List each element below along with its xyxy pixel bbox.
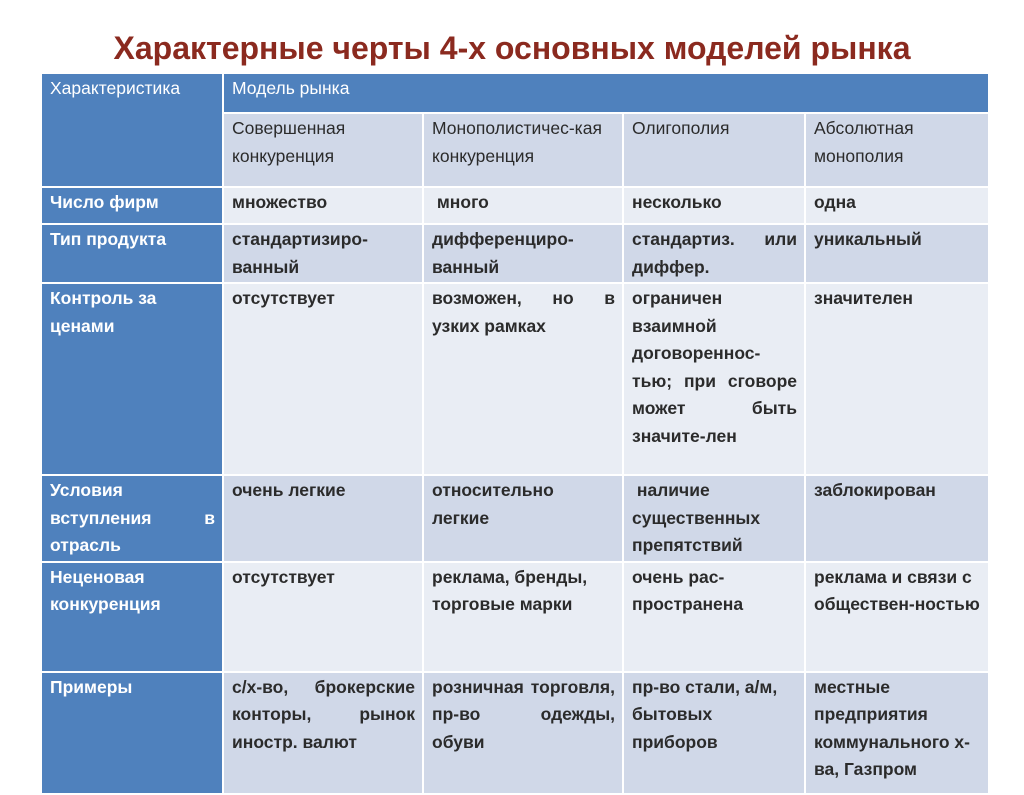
table-cell: заблокирован (806, 476, 988, 561)
table-row (42, 476, 988, 561)
row-label-price-control: Контроль за ценами (42, 284, 222, 474)
model-perfect-competition: Совершенная конкуренция (224, 114, 422, 186)
row-label-examples: Примеры (42, 673, 222, 793)
table-row (42, 188, 988, 223)
table-cell: уникальный (806, 225, 988, 282)
row-label-firms: Число фирм (42, 188, 222, 223)
table-cell: местные предприятия коммунального х-ва, Газпром (806, 673, 988, 793)
table-cell: пр-во стали, а/м, бытовых приборов (624, 673, 804, 793)
table-cell: стандартизиро-ванный (224, 225, 422, 282)
model-absolute-monopoly: Абсолютная монополия (806, 114, 988, 186)
model-monopolistic-competition: Монополистичес-кая конкуренция (424, 114, 622, 186)
table-cell: множество (224, 188, 422, 223)
table-cell: наличие существенных препятствий (624, 476, 804, 561)
table-cell: возможен, но в узких рамках (424, 284, 622, 474)
table-cell: реклама, бренды, торговые марки (424, 563, 622, 671)
table-cell: розничная торговля, пр-во одежды, обуви (424, 673, 622, 793)
table-cell: очень рас-пространена (624, 563, 804, 671)
table-cell: много (424, 188, 622, 223)
header-row (42, 74, 988, 112)
model-oligopoly: Олигополия (624, 114, 804, 186)
table-cell: с/х-во, брокерские конторы, рынок иностр. валют (224, 673, 422, 793)
table-row (42, 673, 988, 793)
table-cell: отсутствует (224, 284, 422, 474)
table-cell: стандартиз. или диффер. (624, 225, 804, 282)
table-cell: дифференциро-ванный (424, 225, 622, 282)
market-models-table-container (42, 74, 982, 779)
row-label-nonprice: Неценовая конкуренция (42, 563, 222, 671)
table-row (42, 284, 988, 474)
table-cell: одна (806, 188, 988, 223)
corner-header: Характеристика (42, 74, 222, 186)
row-label-entry: Условия вступления в отрасль (42, 476, 222, 561)
page-title: Характерные черты 4-х основных моделей рынка (113, 30, 911, 66)
table-cell: ограничен взаимной договореннос-тью; при сговоре может быть значите-лен (624, 284, 804, 474)
table-cell: значителен (806, 284, 988, 474)
table-cell: несколько (624, 188, 804, 223)
table-row (42, 563, 988, 671)
row-label-product: Тип продукта (42, 225, 222, 282)
table-cell: относительно легкие (424, 476, 622, 561)
table-row (42, 225, 988, 282)
table-cell: реклама и связи с обществен-ностью (806, 563, 988, 671)
table-cell: очень легкие (224, 476, 422, 561)
table-cell: отсутствует (224, 563, 422, 671)
market-models-table (40, 72, 990, 795)
model-header: Модель рынка (224, 74, 988, 112)
